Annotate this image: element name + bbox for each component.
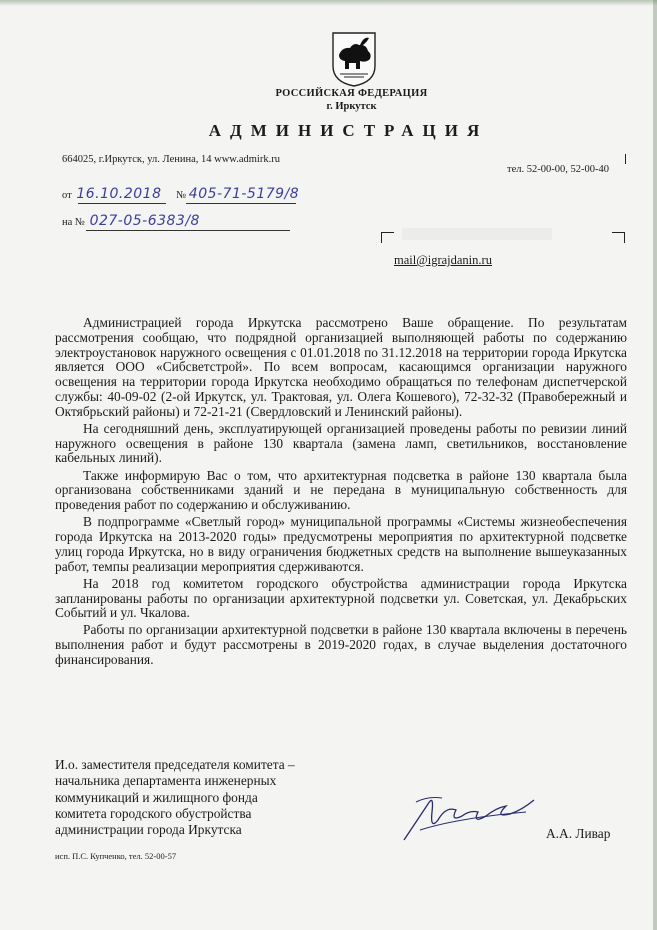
number-label: № [176,190,187,201]
phone-bracket [505,154,626,164]
signer-name: А.А. Ливар [546,826,611,841]
date-underline [78,203,166,204]
irkutsk-coat-of-arms-icon [330,30,378,88]
recipient-email: mail@igrajdanin.ru [394,253,492,267]
signer-title-line: администрации города Иркутска [55,822,242,838]
number-underline [186,203,296,204]
reply-label: на № [62,217,85,228]
letter-date: 16.10.2018 [76,186,162,202]
address-corner-left [381,232,394,243]
signer-title-line: И.о. заместителя председателя комитета – [55,757,295,772]
letter-body [55,316,627,670]
reply-underline [86,230,290,231]
signer-title-line: коммуникаций и жилищного фонда [55,789,258,805]
city-name: г. Иркутск [326,101,377,112]
letter-number: 405-71-5179/8 [188,186,300,202]
signer-title-line: комитета городского обустройства [55,805,252,821]
outgoing-reference [62,186,299,202]
handwritten-signature [398,782,538,848]
postal-address: 664025, г.Иркутск, ул. Ленина, 14 www.admirk.ru [62,154,280,165]
date-label: от [62,190,72,201]
body-paragraph: На 2018 год комитетом городского обустройства администрации города Иркутска запланированы работы по организации архитектурной подсветки ул. Советская, ул. Декабрьских Событий и ул. Чкалова. [55,575,627,621]
signer-title [55,757,295,838]
scan-edge-top [0,0,657,6]
body-paragraph: Администрацией города Иркутска рассмотрено Ваше обращение. По результатам рассмотрения сообщаю, что подрядной организацией выполняющей работы по содержанию электроустановок наружного освещения с 01.01.2018 по 31.12.2018 на территории города Иркутска является ООО «Сибсветстрой». По всем вопросам, касающимся организации наружного освещения на территории города Иркутска необходимо обращаться по телефонам диспетчерской службы: 40-09-02 (2-ой Иркутск, ул. Трактовая, ул. Олега Кошевого), 72-32-32 (Правобережный и Октябрьский районы) и 72-21-21 (Свердловский и Ленинский районы). [55,315,627,419]
body-paragraph: В подпрограмме «Светлый город» муниципальной программы «Системы жизнеобеспечения города Иркутска на 2013-2020 годы» предусмотрены мероприятия по архитектурной подсветке улиц города Иркутска, но в виду ограничения бюджетных средств на выполнение вышеуказанных работ, темпы реализации мероприятия сдерживаются. [55,514,627,574]
body-paragraph: На сегодняшний день, эксплуатирующей организацией проведены работы по ревизии линий наружного освещения в районе 130 квартала (замена ламп, светильников, восстановление кабельных линий). [55,420,627,466]
executor-note: исп. П.С. Купченко, тел. 52-00-57 [55,851,177,861]
redacted-recipient [402,228,552,240]
reply-reference [62,213,200,229]
body-paragraph: Работы по организации архитектурной подсветки в районе 130 квартала включены в перечень выполнения работ и будут рассмотрены в 2019-2020 годах, в случае выделения достаточного финансирования. [55,622,627,668]
reply-number: 027-05-6383/8 [89,213,200,229]
organization-title: АДМИНИСТРАЦИЯ [208,121,489,140]
address-corner-right [612,232,625,243]
country-name: РОССИЙСКАЯ ФЕДЕРАЦИЯ [275,88,428,99]
signer-title-line: начальника департамента инженерных [55,773,277,789]
phone-numbers: тел. 52-00-00, 52-00-40 [507,164,609,175]
body-paragraph: Также информирую Вас о том, что архитектурная подсветка в районе 130 квартала была организована собственниками зданий и не передана в муниципальную собственность для проведения работ по содержанию и обслуживанию. [55,467,627,513]
